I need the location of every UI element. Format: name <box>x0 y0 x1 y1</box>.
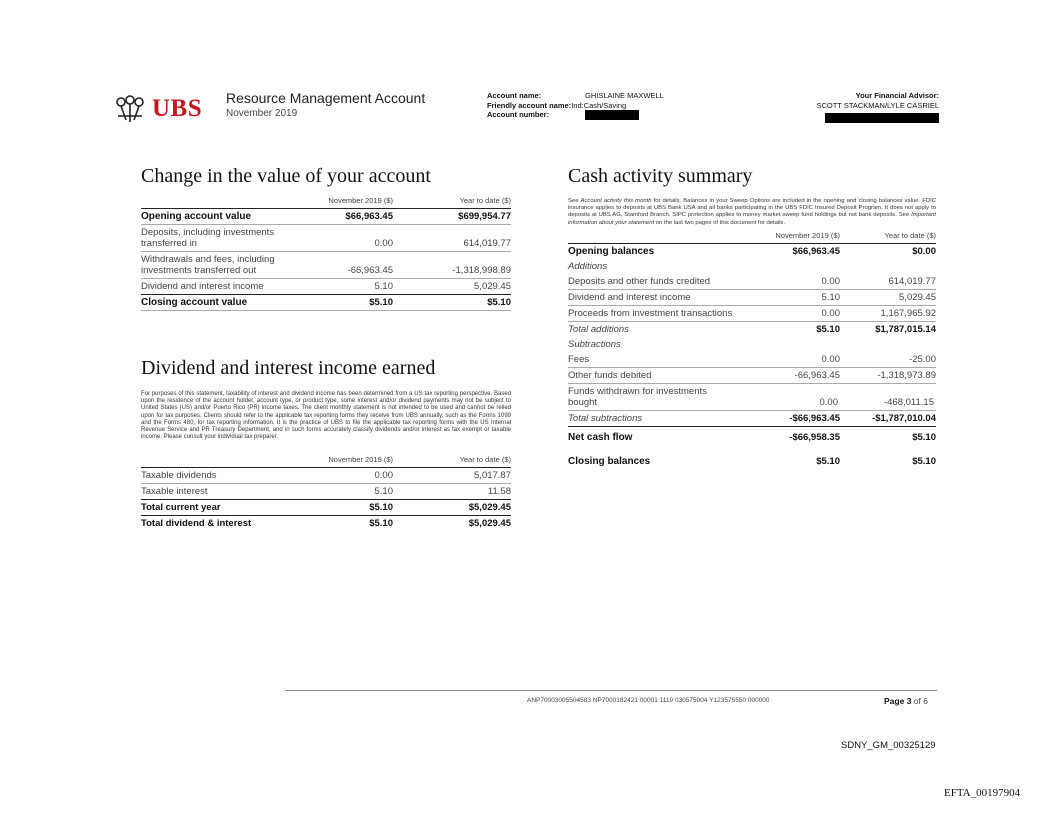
table-row: Deposits and other funds credited 0.00 614,019.77 <box>568 275 936 287</box>
account-name-label: Account name: <box>487 91 542 100</box>
table-row: Total additions $5.10 $1,787,015.14 <box>568 321 936 337</box>
dividend-title: Dividend and interest income earned <box>141 357 436 379</box>
table-row: Opening account value $66,963.45 $699,954.77 <box>141 208 511 224</box>
advisor-info <box>816 91 939 126</box>
col-month: November 2019 ($) <box>328 196 393 205</box>
col-ytd: Year to date ($) <box>459 196 511 205</box>
account-info <box>487 91 664 120</box>
table-row: Total subtractions -$66,963.45 -$1,787,010.04 <box>568 410 936 426</box>
product-title: Resource Management Account <box>226 90 426 106</box>
table-row: Taxable interest 5.10 11.58 <box>141 483 511 499</box>
change-in-value-section <box>141 165 511 311</box>
ubs-keys-icon <box>112 94 148 124</box>
table-row: Dividend and interest income 5.10 5,029.45 <box>141 278 511 294</box>
page-number: Page 3 of 6 <box>884 696 928 706</box>
subtractions-label: Subtractions <box>568 338 621 350</box>
table-row: Withdrawals and fees, including investments transferred out -66,963.45 -1,318,998.89 <box>141 251 511 278</box>
dividend-header: November 2019 ($) Year to date ($) <box>328 455 511 465</box>
tax-disclaimer: For purposes of this statement, taxability of interest and dividend income has been determined from a US tax reporting perspective. Based upon the residence of the account holder, account type, or product type, some interest and/or dividend payments may not be subject to United States (US) and/or Puerto Rico (PR) income taxes. The client monthly statement is not intended to be used and cannot be relied upon for tax purposes. Clients should refer to the applicable tax reporting forms they receive from UBS annually, such as the Forms 1099 and the Forms 480, for tax reporting information. It is the practice of UBS to file the applicable tax reporting forms with the US Internal Revenue Service and PR Treasury Department, and in such forms accurately classify dividends and/or interest as tax exempt or taxable income. Please consult your individual tax preparer. <box>141 391 511 441</box>
account-name: GHISLAINE MAXWELL <box>585 91 664 100</box>
ubs-logo <box>112 94 202 124</box>
table-row: Taxable dividends 0.00 5,017.87 <box>141 467 511 483</box>
advisor-redaction <box>825 113 939 123</box>
table-row: Opening balances $66,963.45 $0.00 <box>568 243 936 259</box>
additions-label: Additions <box>568 260 608 272</box>
statement-period: November 2019 <box>226 108 298 119</box>
cash-activity-section <box>568 165 936 469</box>
table-row: Total dividend & interest $5.10 $5,029.45 <box>141 515 511 531</box>
friendly-name: Ind:Cash/Saving <box>571 100 627 110</box>
table-row: Other funds debited -66,963.45 -1,318,973.89 <box>568 367 936 383</box>
friendly-name-label: Friendly account name: <box>487 100 572 110</box>
cash-header: November 2019 ($) Year to date ($) <box>775 230 936 240</box>
efta-number: EFTA_00197904 <box>944 787 1021 799</box>
table-row: Funds withdrawn for investments bought 0.00 -468,011.15 <box>568 383 936 410</box>
table-row: Total current year $5.10 $5,029.45 <box>141 499 511 515</box>
bates-number: SDNY_GM_00325129 <box>841 740 936 751</box>
cash-note: See Account activity this month for details. Balances in your Sweep Options are included in the opening and closing balances value. FDIC insurance applies to deposits at UBS Bank USA and all banks participating in the UBS FDIC Insured Deposit Program. It does not apply to deposits at UBS AG, Stamford Branch. SIPC protection applies to money market sweep fund holdings but not bank deposits. See Important information about your statement on the last two pages of this document for details. <box>568 198 936 226</box>
table-row: Deposits, including investments transferred in 0.00 614,019.77 <box>141 224 511 251</box>
table-row: Dividend and interest income 5.10 5,029.45 <box>568 289 936 305</box>
table-row: Net cash flow -$66,958.35 $5.10 <box>568 426 936 448</box>
change-in-value-title: Change in the value of your account <box>141 165 431 187</box>
table-row: Closing account value $5.10 $5.10 <box>141 294 511 311</box>
advisor-label: Your Financial Advisor: <box>855 91 939 100</box>
account-number-label: Account number: <box>487 110 550 119</box>
footer-code: ANP7000300550458​3 NP7000182421 00001 1119 030575004 Y123575550 000000 <box>527 697 770 704</box>
change-value-header <box>141 196 511 208</box>
advisor-name: SCOTT STACKMAN/LYLE CASRIEL <box>816 101 939 110</box>
dividend-section <box>141 357 511 531</box>
account-number-redaction <box>585 110 639 120</box>
ubs-logo-text: UBS <box>152 95 203 122</box>
table-row: Closing balances $5.10 $5.10 <box>568 455 936 467</box>
table-row: Proceeds from investment transactions 0.00 1,167,965.92 <box>568 305 936 321</box>
footer-divider <box>285 690 937 691</box>
table-row: Fees 0.00 -25.00 <box>568 353 936 365</box>
cash-activity-title: Cash activity summary <box>568 165 753 187</box>
